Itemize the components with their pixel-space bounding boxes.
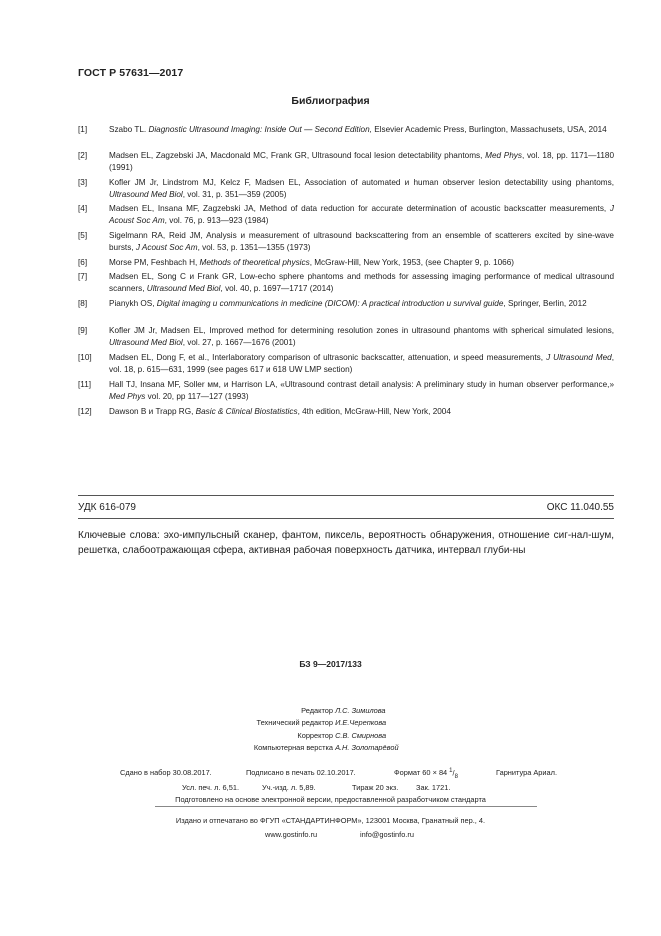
top-divider	[78, 495, 614, 496]
print-info-row1: Сдано в набор 30.08.2017. Подписано в печать 02.10.2017. Формат 60 × 84 $^1/_8$ Гарнитура Ариал.	[120, 768, 558, 780]
reference-number: [6]	[78, 258, 88, 267]
staff-row: Редактор Л.С. Зимилова	[301, 706, 386, 715]
reference-text: Pianykh OS, Digital imaging и communications in medicine (DICOM): A practical introduction и survival guide, Springer, Berlin, 2012	[109, 299, 587, 308]
reference-text: Madsen EL, Insana MF, Zagzebski JA, Method of data reduction for accurate determination of acoustic backscatter measurements, J Acoust Soc Am, vol. 76, p. 913—923 (1984)	[109, 204, 614, 226]
staff-list	[160, 705, 520, 754]
reference-number: [10]	[78, 353, 92, 362]
publisher-info: Издано и отпечатано во ФГУП «СТАНДАРТИНФОРМ», 123001 Москва, Гранатный пер., 4.	[175, 816, 486, 825]
staff-row: Технический редактор И.Е.Черепкова	[256, 718, 387, 728]
staff-row: Корректор С.В. Смирнова	[297, 730, 387, 740]
standard-header: ГОСТ Р 57631—2017	[78, 67, 184, 79]
reference-text: Hall TJ, Insana MF, Soller мм, и Harrison LA, «Ultrasound contrast detail analysis: A preliminary study in human observer performance,» Med Phys vol. 20, pp 117—127 (1993)	[109, 380, 614, 402]
udk-code: УДК 616-079	[78, 502, 136, 513]
reference-number: [4]	[78, 204, 88, 213]
reference-text: Madsen EL, Song C и Frank GR, Low-echo sphere phantoms and methods for assessing imaging performance of medical ultrasound scanners, Ultrasound Med Biol, vol. 40, p. 1697—1717 (2014)	[109, 272, 614, 294]
bottom-divider	[78, 518, 614, 519]
reference-number: [7]	[78, 272, 88, 281]
reference-text: Madsen EL, Zagzebski JA, Macdonald MC, Frank GR, Ultrasound focal lesion detectability phantoms, Med Phys, vol. 18, pp. 1171—1180 (1991)	[109, 151, 614, 173]
bibliography-title: Библиография	[291, 95, 370, 107]
reference-text: Kofler JM Jr, Lindstrom MJ, Kelcz F, Madsen EL, Association of automated и human observer lesion detectability using phantoms, Ultrasound Med Biol, vol. 31, p. 351—359 (2005)	[109, 178, 614, 200]
reference-number: [12]	[78, 407, 92, 416]
website-link[interactable]: www.gostinfo.ru	[265, 830, 318, 839]
reference-number: [2]	[78, 151, 88, 160]
email-link[interactable]: info@gostinfo.ru	[360, 830, 414, 839]
print-info-row2: Усл. печ. л. 6,51. Уч.-изд. л. 5,89. Тираж 20 экз. Зак. 1721.	[182, 783, 451, 792]
reference-number: [5]	[78, 231, 88, 240]
reference-text: Dawson B и Trapp RG, Basic & Clinical Biostatistics, 4th edition, McGraw-Hill, New York, 2004	[109, 407, 451, 416]
bz-number: БЗ 9—2017/133	[299, 659, 362, 669]
oks-code: ОКС 11.040.55	[546, 502, 614, 513]
reference-text: Morse PM, Feshbach H, Methods of theoretical physics, McGraw-Hill, New York, 1953, (see Chapter 9, p. 1066)	[109, 258, 515, 267]
reference-number: [3]	[78, 178, 88, 187]
contacts-row	[0, 830, 661, 840]
reference-number: [9]	[78, 326, 88, 335]
reference-text: Szabo TL. Diagnostic Ultrasound Imaging: Inside Out — Second Edition, Elsevier Academic Press, Burlington, Massachusets, USA, 2014	[109, 125, 607, 134]
reference-number: [8]	[78, 299, 88, 308]
reference-text: Sigelmann RA, Reid JM, Analysis и measurement of ultrasound backscattering from an ensemble of scatterers excited by sine-wave bursts, J Acoust Soc Am, vol. 53, p. 1351—1355 (1973)	[109, 231, 614, 253]
reference-text: Kofler JM Jr, Madsen EL, Improved method for determining resolution zones in ultrasound phantoms with spherical simulated lesions, Ultrasound Med Biol, vol. 27, p. 1667—1676 (2001)	[109, 326, 614, 348]
keywords: Ключевые слова: эхо-импульсный сканер, фантом, пиксель, вероятность обнаружения, отношение сиг-нал-шум, решетка, слабоотражающая сфера, активная рабочая поверхность датчика, интервал глуби-ны	[78, 530, 614, 556]
prepared-note: Подготовлено на основе электронной версии, предоставленной разработчиком стандарта	[175, 795, 486, 804]
reference-number: [11]	[78, 380, 92, 389]
reference-number: [1]	[78, 125, 88, 134]
staff-row: Компьютерная верстка А.Н. Золотарёвой	[253, 742, 399, 752]
reference-text: Madsen EL, Dong F, et al., Interlaboratory comparison of ultrasonic backscatter, attenuation, и speed measurements, J Ultrasound Med, vol. 18, p. 615—631, 1999 (see pages 617 и 618 UW LMP section)	[109, 353, 615, 375]
footer-divider	[155, 806, 537, 807]
